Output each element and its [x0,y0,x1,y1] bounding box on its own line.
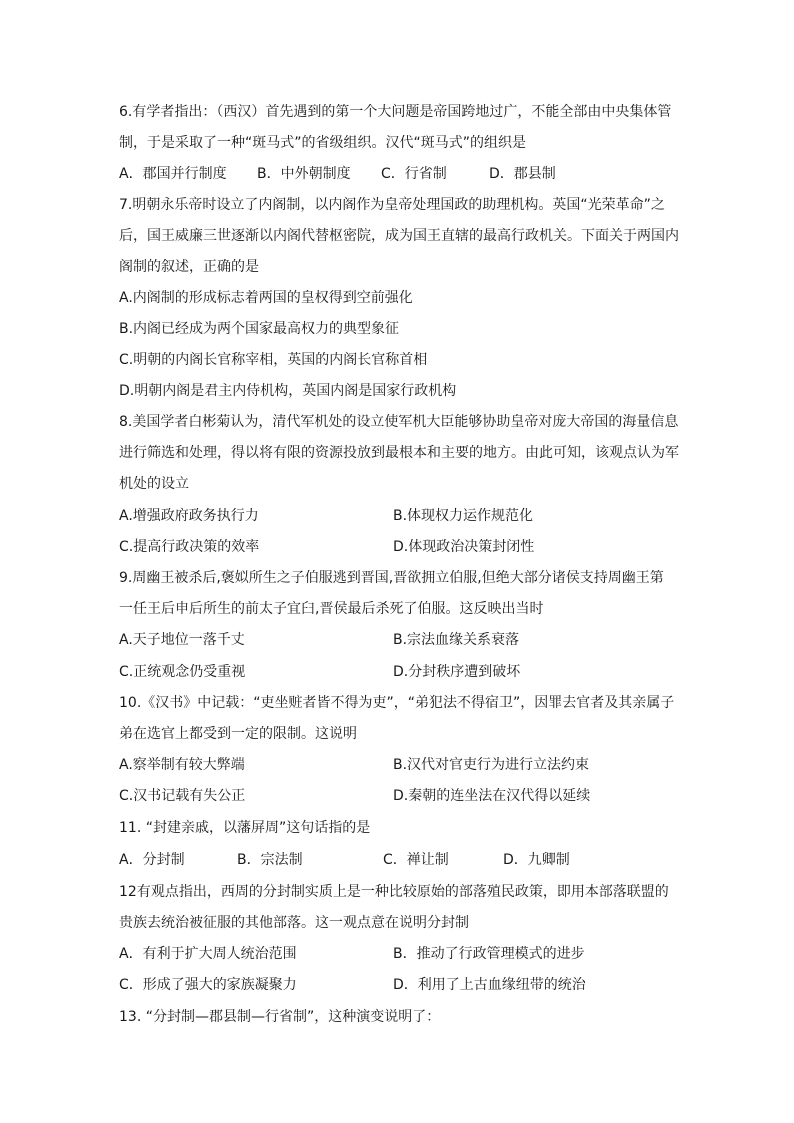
q7-stem-line3: 阁制的叙述，正确的是 [119,259,259,275]
q7-stem-line1: 7.明朝永乐帝时设立了内阁制，以内阁作为皇帝处理国政的助理机构。英国“光荣革命”之 [119,197,665,213]
q8-option-b: B.体现权力运作规范化 [393,508,534,524]
q10-option-a: A.察举制有较大弊端 [119,757,245,773]
q7-option-c: C.明朝的内阁长官称宰相，英国的内阁长官称首相 [119,352,428,368]
q6-option-d: D．郡县制 [489,166,556,182]
q9-option-d: D.分封秩序遭到破坏 [393,664,521,680]
q11-stem-line1: 11. “封建亲戚，以藩屏周”这句话指的是 [119,820,371,836]
q7-option-b: B.内阁已经成为两个国家最高权力的典型象征 [119,321,400,337]
q10-stem-line1: 10.《汉书》中记载：“吏坐赃者皆不得为吏”，“弟犯法不得宿卫”，因罪去官者及其亲属子 [119,695,675,711]
q12-stem-line2: 贵族去统治被征服的其他部落。这一观点意在说明分封制 [119,915,469,931]
q7-option-d: D.明朝内阁是君主内侍机构，英国内阁是国家行政机构 [119,383,457,399]
q6-option-c: C．行省制 [381,166,447,182]
q7-stem-line2: 后，国王威廉三世逐渐以内阁代替枢密院，成为国王直辖的最高行政机关。下面关于两国内 [119,228,679,244]
q6-option-b: B．中外朝制度 [257,166,351,182]
q11-option-b: B．宗法制 [237,852,303,868]
q12-option-b: B．推动了行政管理模式的进步 [393,946,585,962]
q12-option-a: A．有利于扩大周人统治范围 [119,946,297,962]
q9-stem-line2: 一任王后申后所生的前太子宜臼,晋侯最后杀死了伯服。这反映出当时 [119,601,544,617]
q8-option-d: D.体现政治决策封闭性 [393,539,535,555]
q7-option-a: A.内阁制的形成标志着两国的皇权得到空前强化 [119,290,413,306]
q8-option-c: C.提高行政决策的效率 [119,539,260,555]
q8-option-a: A.增强政府政务执行力 [119,508,259,524]
q10-stem-line2: 弟在选官上都受到一定的限制。这说明 [119,726,357,742]
q6-stem-line1: 6.有学者指出：（西汉）首先遇到的第一个大问题是帝国跨地过广，不能全部由中央集体管 [119,104,672,120]
q10-option-b: B.汉代对官吏行为进行立法约束 [393,757,590,773]
q8-stem-line2: 进行筛选和处理，得以将有限的资源投放到最根本和主要的地方。由此可知，该观点认为军 [119,445,679,461]
q12-option-c: C．形成了强大的家族凝聚力 [119,977,297,993]
q8-stem-line1: 8.美国学者白彬菊认为，清代军机处的设立使军机大臣能够协助皇帝对庞大帝国的海量信息 [119,414,679,430]
q12-option-d: D．利用了上古血缘纽带的统治 [393,977,586,993]
q12-stem-line1: 12有观点指出，西周的分封制实质上是一种比较原始的部落殖民政策，即用本部落联盟的 [119,884,669,900]
q6-option-a: A．郡国并行制度 [119,166,227,182]
q11-option-c: C．禅让制 [383,852,449,868]
q8-stem-line3: 机处的设立 [119,476,189,492]
q11-options [119,848,570,872]
q9-stem-line1: 9.周幽王被杀后,褒姒所生之子伯服逃到晋国,晋欲拥立伯服,但绝大部分诸侯支持周幽王第 [119,570,664,586]
q10-option-d: D.秦朝的连坐法在汉代得以延续 [393,788,591,804]
q11-option-d: D．九卿制 [503,852,570,868]
q9-option-a: A.天子地位一落千丈 [119,632,245,648]
q6-options [119,162,556,186]
q9-option-b: B.宗法血缘关系衰落 [393,632,520,648]
q10-option-c: C.汉书记载有失公正 [119,788,246,804]
q9-option-c: C.正统观念仍受重视 [119,664,246,680]
q13-stem-line1: 13. “分封制—郡县制—行省制”，这种演变说明了： [119,1009,441,1025]
q6-stem-line2: 制，于是采取了一种“斑马式”的省级组织。汉代“斑马式”的组织是 [119,135,527,151]
q11-option-a: A．分封制 [119,852,185,868]
